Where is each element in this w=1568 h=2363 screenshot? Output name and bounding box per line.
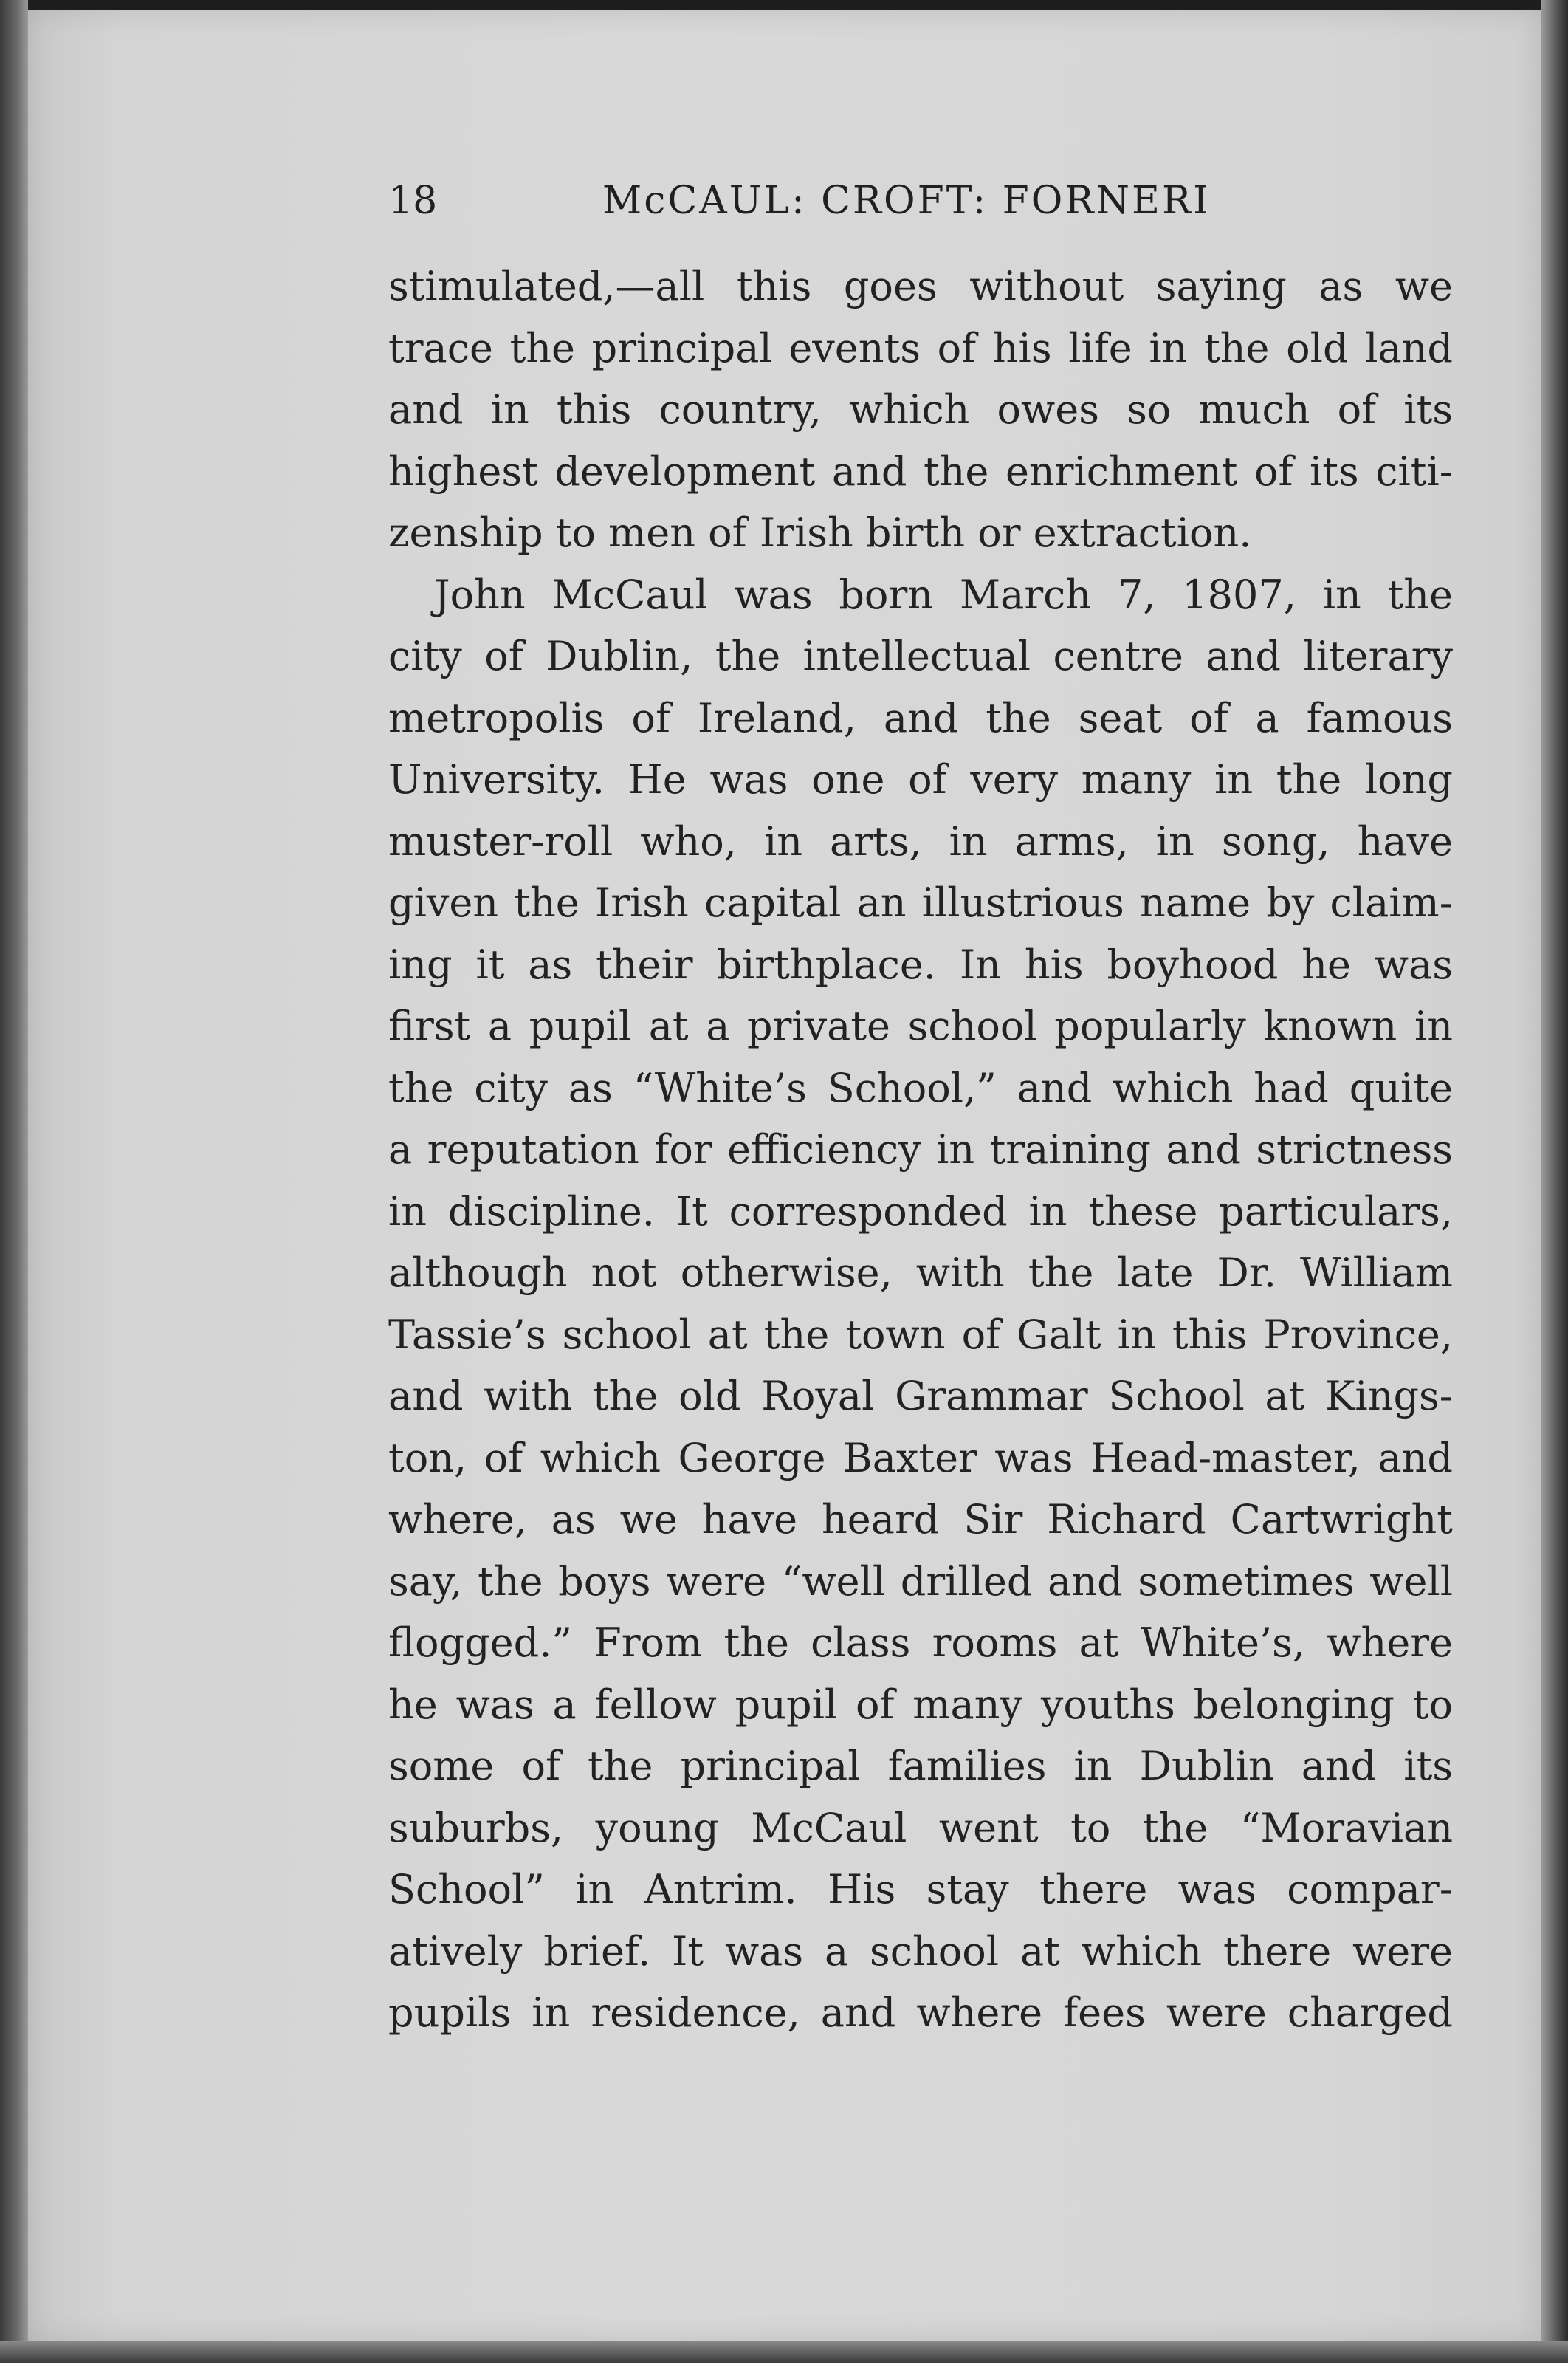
- text-line: first a pupil at a private school popularly known in: [388, 1003, 1453, 1049]
- text-line: he was a fellow pupil of many youths belonging to: [388, 1681, 1453, 1728]
- page-edge-bottom: [0, 2341, 1568, 2363]
- text-line: a reputation for efficiency in training and strictness: [388, 1126, 1453, 1173]
- binding-shadow: [0, 0, 28, 2363]
- text-line: say, the boys were “well drilled and sometimes well: [388, 1557, 1453, 1605]
- page-number: 18: [388, 179, 438, 223]
- text-line: where, as we have heard Sir Richard Cartwright: [388, 1496, 1453, 1543]
- text-line: ton, of which George Baxter was Head-master, and: [388, 1434, 1453, 1481]
- text-line: some of the principal families in Dublin and its: [388, 1743, 1453, 1789]
- body-text: [388, 255, 1453, 2044]
- text-line: John McCaul was born March 7, 1807, in the: [434, 571, 1453, 618]
- text-line: given the Irish capital an illustrious name by claim-: [388, 879, 1453, 926]
- running-head: McCAUL: CROFT: FORNERI: [602, 179, 1211, 223]
- text-line: zenship to men of Irish birth or extraction.: [388, 510, 1252, 556]
- text-line: suburbs, young McCaul went to the “Moravian: [388, 1804, 1453, 1851]
- text-line: ing it as their birthplace. In his boyhood he was: [388, 941, 1453, 988]
- text-line: pupils in residence, and where fees were charged: [388, 1989, 1453, 2036]
- text-line: flogged.” From the class rooms at White’s, where: [388, 1619, 1453, 1666]
- text-line: the city as “White’s School,” and which had quite: [388, 1064, 1453, 1111]
- text-line: in discipline. It corresponded in these particulars,: [388, 1187, 1453, 1235]
- text-line: although not otherwise, with the late Dr. William: [388, 1249, 1453, 1296]
- text-line: city of Dublin, the intellectual centre and literary: [388, 633, 1453, 679]
- text-line: and with the old Royal Grammar School at Kings-: [388, 1373, 1453, 1419]
- text-line: and in this country, which owes so much of its: [388, 386, 1453, 433]
- page-header: [388, 171, 1453, 230]
- text-line: School” in Antrim. His stay there was compar-: [388, 1866, 1453, 1913]
- text-line: University. He was one of very many in the long: [388, 756, 1453, 803]
- text-line: trace the principal events of his life in the old land: [388, 324, 1453, 371]
- text-line: highest development and the enrichment of its citi-: [388, 447, 1453, 495]
- text-line: stimulated,—all this goes without saying as we: [388, 263, 1453, 309]
- text-line: muster-roll who, in arts, in arms, in song, have: [388, 817, 1453, 865]
- page-edge-right: [1541, 0, 1568, 2363]
- text-line: atively brief. It was a school at which there were: [388, 1927, 1453, 1975]
- text-line: Tassie’s school at the town of Galt in this Province,: [388, 1311, 1453, 1358]
- text-line: metropolis of Ireland, and the seat of a famous: [388, 694, 1453, 741]
